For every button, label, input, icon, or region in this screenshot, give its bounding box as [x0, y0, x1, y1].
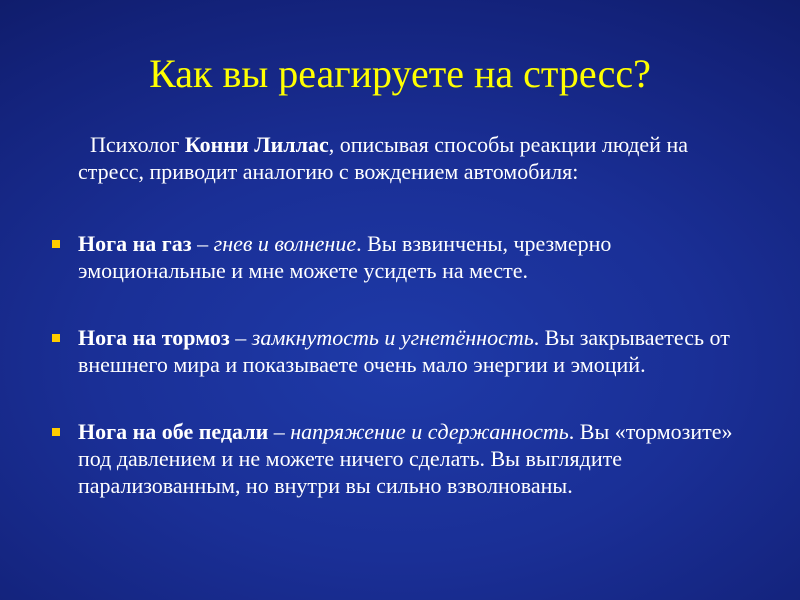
bullet-dash: – [268, 419, 291, 444]
bullet-item-both-pedals [50, 418, 750, 499]
intro-paragraph [78, 131, 750, 185]
bullet-text: . Вы закрываетесь от внешнего мира и показываете очень мало энергии и эмоций. [78, 325, 730, 377]
slide-content [50, 131, 750, 499]
bullet-item-brake [50, 324, 750, 378]
intro-suffix: , описывая способы реакции людей на стресс, приводит аналогию с вождением автомобиля: [78, 132, 688, 184]
bullet-item-gas [50, 230, 750, 284]
square-bullet-icon [52, 428, 60, 436]
bullet-text: . Вы «тормозите» под давлением и не можете ничего сделать. Вы выглядите парализованным, но внутри вы сильно взволнованы. [78, 419, 733, 498]
square-bullet-icon [52, 240, 60, 248]
intro-prefix: Психолог [90, 132, 185, 157]
bullet-term: Нога на обе педали [78, 419, 269, 444]
bullet-emphasis: напряжение и сдержанность [290, 419, 569, 444]
bullet-term: Нога на газ [78, 231, 192, 256]
square-bullet-icon [52, 334, 60, 342]
bullet-dash: – [191, 231, 214, 256]
bullet-list [50, 230, 750, 499]
bullet-emphasis: замкнутость и угнетённость [251, 325, 534, 350]
bullet-emphasis: гнев и волнение [213, 231, 357, 256]
bullet-term: Нога на тормоз [78, 325, 230, 350]
bullet-dash: – [229, 325, 252, 350]
bullet-text: . Вы взвинчены, чрезмерно эмоциональные и мне можете усидеть на месте. [78, 231, 612, 283]
slide-title: Как вы реагируете на стресс? [149, 51, 651, 96]
intro-name: Конни Лиллас [184, 132, 329, 157]
